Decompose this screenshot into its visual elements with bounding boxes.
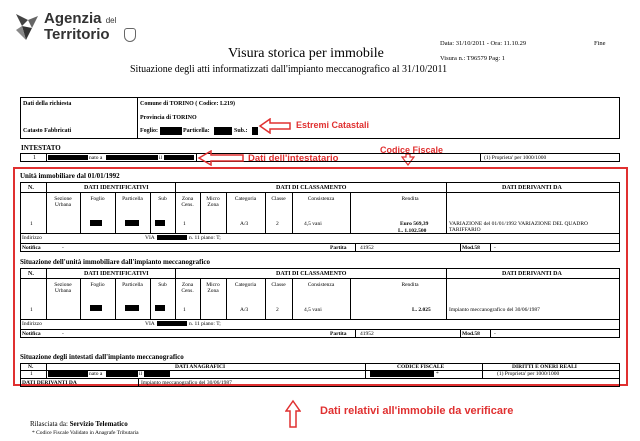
unit2-col-ident: DATI IDENTIFICATIVI: [84, 271, 149, 277]
owners-col-n: N.: [28, 364, 34, 370]
header-visura: Visura n.: T96579 Pag: 1: [440, 55, 506, 62]
unit1-subhdr-zona: Zona Cens.: [181, 196, 194, 208]
arrow-left-icon: [197, 150, 245, 166]
unit2-notifica-label: Notifica: [22, 331, 41, 337]
unit2-row-classe: 2: [276, 307, 279, 313]
unit1-indirizzo-label: Indirizzo: [22, 235, 42, 241]
unit1-subhdr-foglio: Foglio: [90, 196, 105, 202]
logo-mark-icon: [14, 12, 40, 42]
page-subtitle: Situazione degli atti informatizzati dall'impianto meccanografico al 31/10/2011: [130, 64, 448, 75]
owners-rights: (1) Proprieta' per 1000/1000: [497, 371, 560, 377]
owners-col-cf: CODICE FISCALE: [397, 364, 445, 370]
republic-emblem-icon: [124, 28, 136, 42]
request-label: Dati della richiesta: [23, 101, 72, 107]
unit2-indirizzo-label: Indirizzo: [22, 321, 42, 327]
unit1-col-class: DATI DI CLASSAMENTO: [276, 185, 347, 191]
owners-star: *: [436, 371, 439, 377]
intestato-il: il: [159, 155, 163, 161]
annotation-intestatario: Dati dell'intestatario: [248, 153, 339, 164]
unit1-subhdr-classe: Classe: [271, 196, 286, 202]
unit1-notifica-val: -: [62, 245, 64, 251]
unit2-subhdr-sub: Sub: [158, 282, 167, 288]
intestato-heading: INTESTATO: [21, 144, 61, 152]
unit2-subhdr-sezione: Sezione Urbana: [54, 282, 72, 294]
particella-label: Particella:: [183, 128, 210, 134]
unit1-partita-label: Partita: [330, 245, 347, 251]
unit1-row-rendita-lire: L. 1.102.500: [398, 228, 427, 234]
owners-row-n: 1: [30, 371, 33, 377]
unit1-notifica-label: Notifica: [22, 245, 41, 251]
arrow-left-icon: [258, 118, 292, 134]
owners-col-anag: DATI ANAGRAFICI: [175, 364, 226, 370]
unit1-mod-val: -: [494, 245, 496, 251]
unit2-col-class: DATI DI CLASSAMENTO: [276, 271, 347, 277]
unit1-subhdr-rendita: Rendita: [401, 196, 419, 202]
unit1-row-classe: 2: [276, 221, 279, 227]
unit2-row-zona: 1: [183, 307, 186, 313]
logo-text-agenzia: Agenzia del: [44, 10, 117, 27]
intestato-rights: (1) Proprieta' per 1000/1000: [484, 155, 547, 161]
owners-col-rights: DIRITTI E ONERI REALI: [512, 364, 577, 370]
unit1-col-deriv: DATI DERIVANTI DA: [502, 185, 562, 191]
owners-deriv-val: Impianto meccanografico del 30/06/1987: [141, 380, 232, 386]
catasto-label: Catasto Fabbricati: [23, 128, 72, 134]
unit1-subhdr-sezione: Sezione Urbana: [54, 196, 72, 208]
unit2-row-categoria: A/3: [240, 307, 249, 313]
annotation-codice-fiscale: Codice Fiscale: [380, 145, 444, 155]
unit1-col-ident: DATI IDENTIFICATIVI: [84, 185, 149, 191]
footer-note: * Codice Fiscale Validato in Anagrafe Tributaria: [32, 430, 139, 436]
unit1-indirizzo-via: VIA: [145, 235, 155, 241]
unit1-subhdr-particella: Particella: [122, 196, 143, 202]
unit1-row-n: 1: [30, 221, 33, 227]
unit1-mod-label: Mod.58: [462, 245, 480, 251]
owners-nato: nato a: [89, 371, 103, 377]
unit2-mod-label: Mod.58: [462, 331, 480, 337]
provincia-text: Provincia di TORINO: [140, 115, 197, 121]
agenzia-territorio-logo: [14, 8, 154, 48]
unit1-row-zona: 1: [183, 221, 186, 227]
unit2-row-rendita: L. 2.025: [412, 307, 431, 313]
unit1-row-rendita-euro: Euro 569,39: [400, 221, 429, 227]
unit2-subhdr-particella: Particella: [122, 282, 143, 288]
unit1-subhdr-consistenza: Consistenza: [307, 196, 335, 202]
unit1-row-deriv: VARIAZIONE del 01/01/1992 VARIAZIONE DEL QUADRO TARIFFARIO: [449, 221, 588, 233]
owners-heading: Situazione degli intestati dall'impianto meccanografico: [20, 353, 184, 361]
unit2-row-n: 1: [30, 307, 33, 313]
intestato-num: 1: [33, 155, 36, 161]
unit2-row-consistenza: 4,5 vani: [304, 307, 322, 313]
header-date: Data: 31/10/2011 - Ora: 11.10.29: [440, 40, 527, 47]
unit2-col-deriv: DATI DERIVANTI DA: [502, 271, 562, 277]
page-title: Visura storica per immobile: [228, 46, 384, 61]
unit2-partita-label: Partita: [330, 331, 347, 337]
unit2-subhdr-rendita: Rendita: [401, 282, 419, 288]
unit2-mod-val: -: [494, 331, 496, 337]
comune-text: Comune di TORINO ( Codice: L219): [140, 101, 235, 107]
unit2-indirizzo-rest: n. 11 piano: T;: [189, 321, 221, 327]
sub-label: Sub.:: [234, 128, 248, 134]
unit1-indirizzo-rest: n. 11 piano: T;: [189, 235, 221, 241]
unit2-subhdr-micro: Micro Zona: [206, 282, 220, 294]
unit1-subhdr-sub: Sub: [158, 196, 167, 202]
unit2-notifica-val: -: [62, 331, 64, 337]
unit2-subhdr-categoria: Categoria: [234, 282, 257, 288]
intestato-nato: nato a: [89, 155, 103, 161]
unit2-subhdr-classe: Classe: [271, 282, 286, 288]
unit2-subhdr-zona: Zona Cens.: [181, 282, 194, 294]
owners-il: il: [139, 371, 143, 377]
annotation-verify: Dati relativi all'immobile da verificare: [320, 405, 514, 417]
unit2-indirizzo-via: VIA: [145, 321, 155, 327]
unit2-col-n: N.: [28, 271, 34, 277]
unit1-subhdr-categoria: Categoria: [234, 196, 257, 202]
request-box: [20, 97, 620, 139]
footer-rilasciata: Rilasciata da: Servizio Telematico: [30, 420, 128, 428]
foglio-label: Foglio:: [140, 128, 158, 134]
unit2-row-deriv: Impianto meccanografico del 30/06/1987: [449, 307, 540, 313]
unit2-subhdr-consistenza: Consistenza: [307, 282, 335, 288]
unit2-heading: Situazione dell'unità immobiliare dall'impianto meccanografico: [20, 258, 211, 266]
header-end: Fine: [594, 40, 606, 47]
unit1-subhdr-micro: Micro Zona: [206, 196, 220, 208]
unit2-partita-val: 41952: [360, 331, 374, 337]
unit1-heading: Unità immobiliare dal 01/01/1992: [20, 172, 120, 180]
unit1-col-n: N.: [28, 185, 34, 191]
owners-deriv-label: DATI DERIVANTI DA: [22, 380, 77, 386]
unit1-partita-val: 41952: [360, 245, 374, 251]
arrow-up-icon: [285, 399, 301, 429]
unit1-row-categoria: A/3: [240, 221, 249, 227]
logo-text-territorio: Territorio: [44, 26, 110, 43]
unit1-row-consistenza: 4,5 vani: [304, 221, 322, 227]
unit2-subhdr-foglio: Foglio: [90, 282, 105, 288]
annotation-estremi: Estremi Catastali: [296, 120, 370, 130]
